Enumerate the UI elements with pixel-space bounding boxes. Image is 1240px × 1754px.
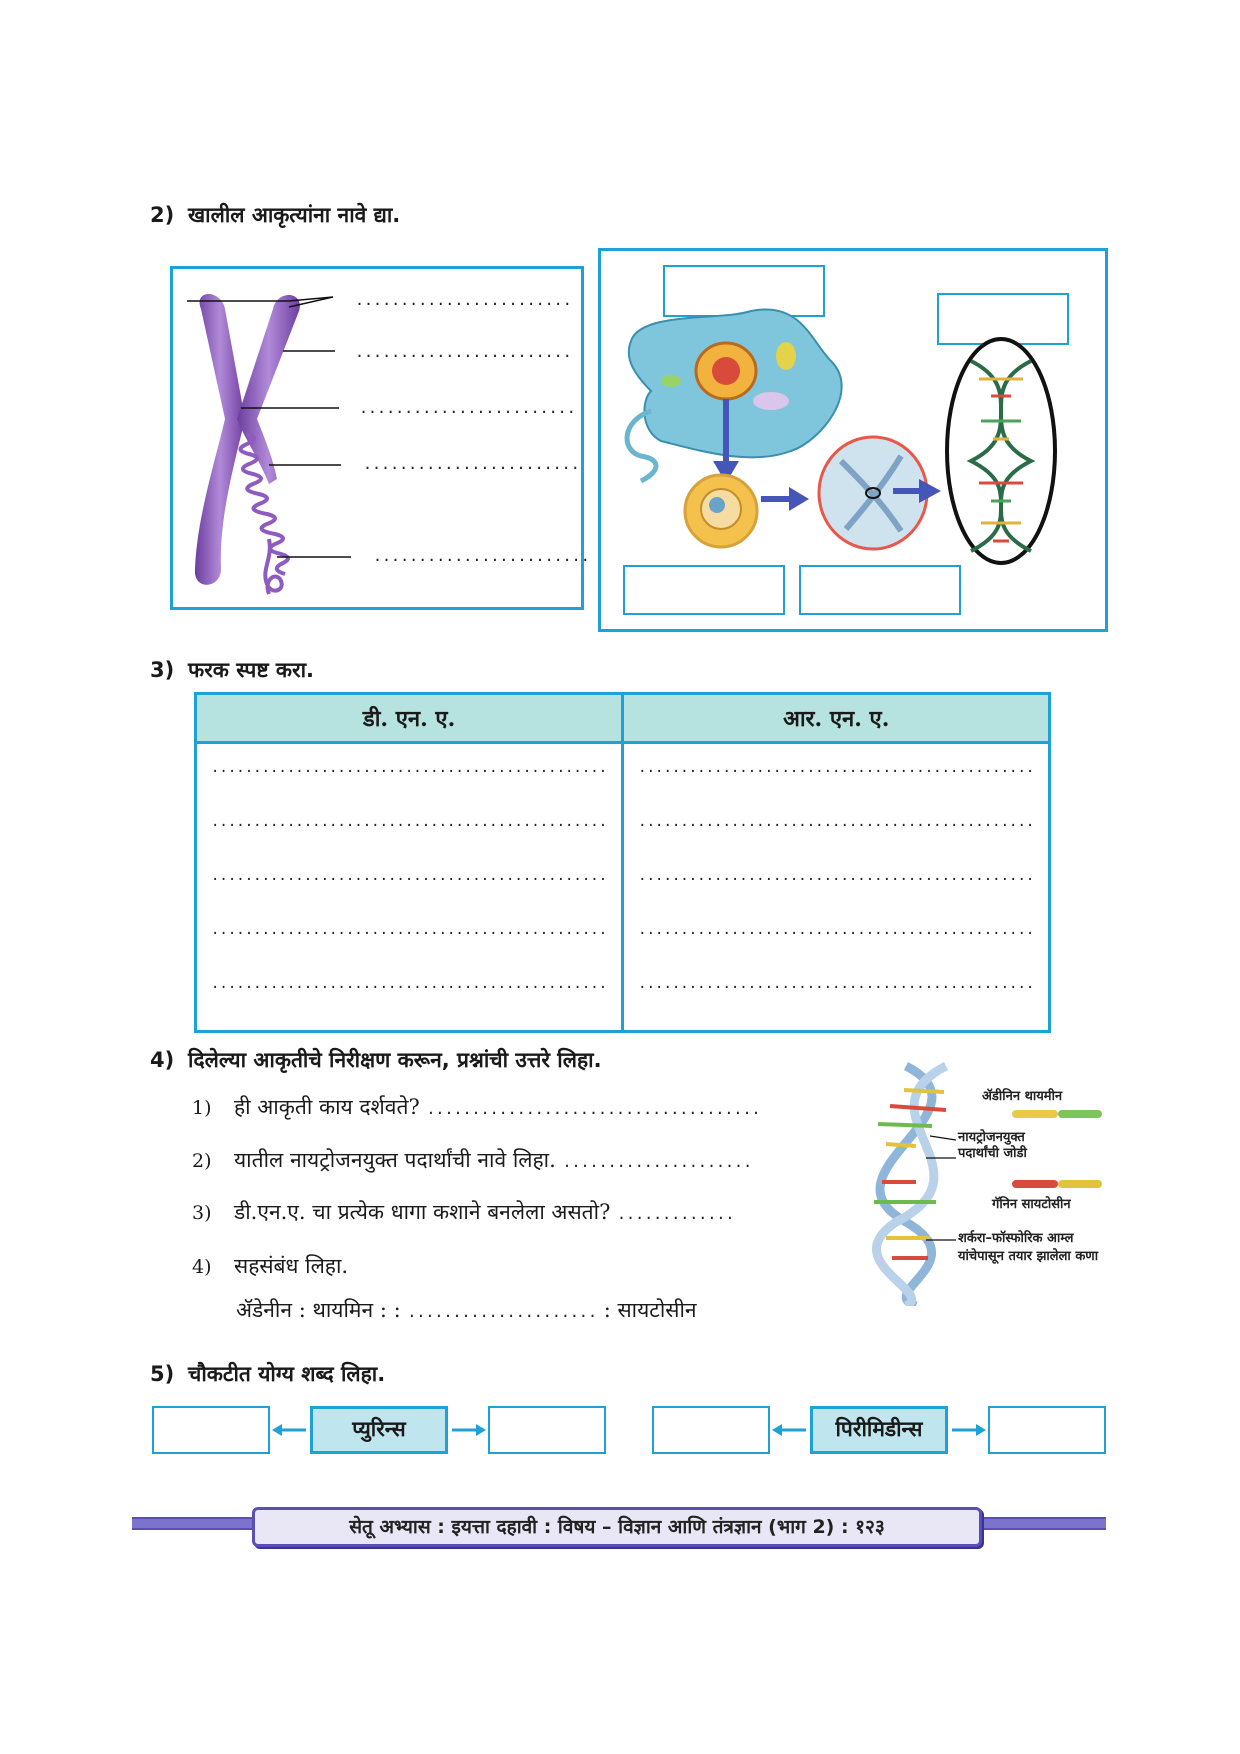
q5-title: चौकटीत योग्य शब्द लिहा. <box>188 1362 386 1386</box>
q3-heading <box>150 656 314 684</box>
arrow-right-icon <box>950 1422 986 1438</box>
q4-item-1-number: 1) <box>192 1097 212 1119</box>
chromosome-blank-5[interactable]: ........................ <box>373 547 590 565</box>
pyrimidine-answer-box-left[interactable] <box>652 1406 770 1454</box>
label-nitrogen-pair: नायट्रोजनयुक्त पदार्थांची जोडी <box>958 1130 1027 1161</box>
arrow-right-icon <box>450 1422 486 1438</box>
q4-item-3-blank[interactable]: ............. <box>617 1205 735 1223</box>
col-header-dna: डी. एन. ए. <box>196 694 623 743</box>
rna-blank-4[interactable]: ............................................... <box>638 922 1035 938</box>
rna-blank-5[interactable]: ............................................... <box>638 976 1035 992</box>
q4-item-2-text: यातील नायट्रोजनयुक्त पदार्थांची नावे लिहा. <box>234 1148 556 1172</box>
purine-answer-box-right[interactable] <box>488 1406 606 1454</box>
q4-item-1-text: ही आकृती काय दर्शवते? <box>234 1095 420 1119</box>
dna-cell[interactable] <box>196 743 623 1031</box>
rna-cell[interactable] <box>623 743 1050 1031</box>
q4-item-3-text: डी.एन.ए. चा प्रत्येक धागा कशाने बनलेला असतो? <box>234 1200 611 1224</box>
dna-blank-4[interactable]: ............................................... <box>211 922 608 938</box>
arrow-left-icon <box>772 1422 808 1438</box>
q4-relation <box>236 1296 697 1324</box>
arrow-left-icon <box>272 1422 308 1438</box>
q4-title: दिलेल्या आकृतीचे निरीक्षण करून, प्रश्नांची उत्तरे लिहा. <box>188 1048 602 1072</box>
q5-number: 5) <box>150 1362 175 1386</box>
rna-blank-2[interactable]: ............................................... <box>638 814 1035 830</box>
chromosome-blank-1[interactable]: ........................ <box>355 291 572 309</box>
rna-blank-1[interactable]: ............................................... <box>638 760 1035 776</box>
q4-item-4 <box>192 1252 348 1280</box>
left-chromatid <box>195 294 245 585</box>
relation-blank[interactable]: ..................... <box>407 1303 597 1321</box>
q4-item-4-number: 4) <box>192 1256 212 1278</box>
chromosome-blank-4[interactable]: ........................ <box>363 455 580 473</box>
pyrimidine-answer-box-right[interactable] <box>988 1406 1106 1454</box>
q4-item-3 <box>192 1198 734 1226</box>
dna-blank-2[interactable]: ............................................... <box>211 814 608 830</box>
footer-bar-right <box>980 1517 1106 1530</box>
q2-number: 2) <box>150 203 175 227</box>
rna-blank-3[interactable]: ............................................... <box>638 868 1035 884</box>
q4-number: 4) <box>150 1048 175 1072</box>
chromosome-figure-box <box>170 266 590 610</box>
right-chromatid <box>237 295 300 484</box>
dna-double-helix <box>846 1062 1104 1306</box>
q4-item-2-blank[interactable]: ..................... <box>562 1153 753 1171</box>
dna-blank-5[interactable]: ............................................... <box>211 976 608 992</box>
purine-answer-box-left[interactable] <box>152 1406 270 1454</box>
dna-helix-figure <box>846 1062 1104 1306</box>
q4-item-1-blank[interactable]: ..................................... <box>426 1100 761 1118</box>
q3-title: फरक स्पष्ट करा. <box>188 658 315 682</box>
q2-heading <box>150 201 400 229</box>
col-header-rna: आर. एन. ए. <box>623 694 1050 743</box>
q4-item-3-number: 3) <box>192 1202 212 1224</box>
chromosome-blank-2[interactable]: ........................ <box>355 343 572 361</box>
dna-blank-3[interactable]: ............................................... <box>211 868 608 884</box>
cell-to-dna-diagram <box>601 251 1105 629</box>
q4-item-2-number: 2) <box>192 1150 212 1172</box>
q3-number: 3) <box>150 658 175 682</box>
footer-bar-left <box>132 1517 254 1530</box>
dna-blank-1[interactable]: ............................................... <box>211 760 608 776</box>
dna-rna-difference-table <box>194 692 1051 1033</box>
page-footer: सेतू अभ्यास : इयत्ता दहावी : विषय – विज्ञान आणि तंत्रज्ञान (भाग 2) : १२३ <box>252 1507 982 1547</box>
q4-item-1 <box>192 1093 761 1121</box>
purines-chip: प्युरिन्स <box>310 1406 448 1454</box>
q4-item-4-text: सहसंबंध लिहा. <box>234 1254 349 1278</box>
q4-item-2 <box>192 1146 752 1174</box>
relation-right: : सायटोसीन <box>603 1298 697 1322</box>
q2-title: खालील आकृत्यांना नावे द्या. <box>188 203 401 227</box>
relation-left: ॲडेनीन : थायमिन : : <box>236 1298 401 1322</box>
cell-dna-figure-box <box>598 248 1108 632</box>
q4-heading <box>150 1046 602 1074</box>
label-guanine-cytosine: गॅनिन सायटोसीन <box>992 1197 1071 1212</box>
chromosome-blank-3[interactable]: ........................ <box>359 399 576 417</box>
q5-heading <box>150 1360 385 1388</box>
label-adenine-thymine: ॲडीनिन थायमीन <box>982 1089 1063 1104</box>
pyrimidines-chip: पिरीमिडीन्स <box>810 1406 948 1454</box>
label-sugar-phosphate: शर्करा–फॉस्फोरिक आम्ल यांचेपासून तयार झालेला कणा <box>958 1231 1099 1264</box>
